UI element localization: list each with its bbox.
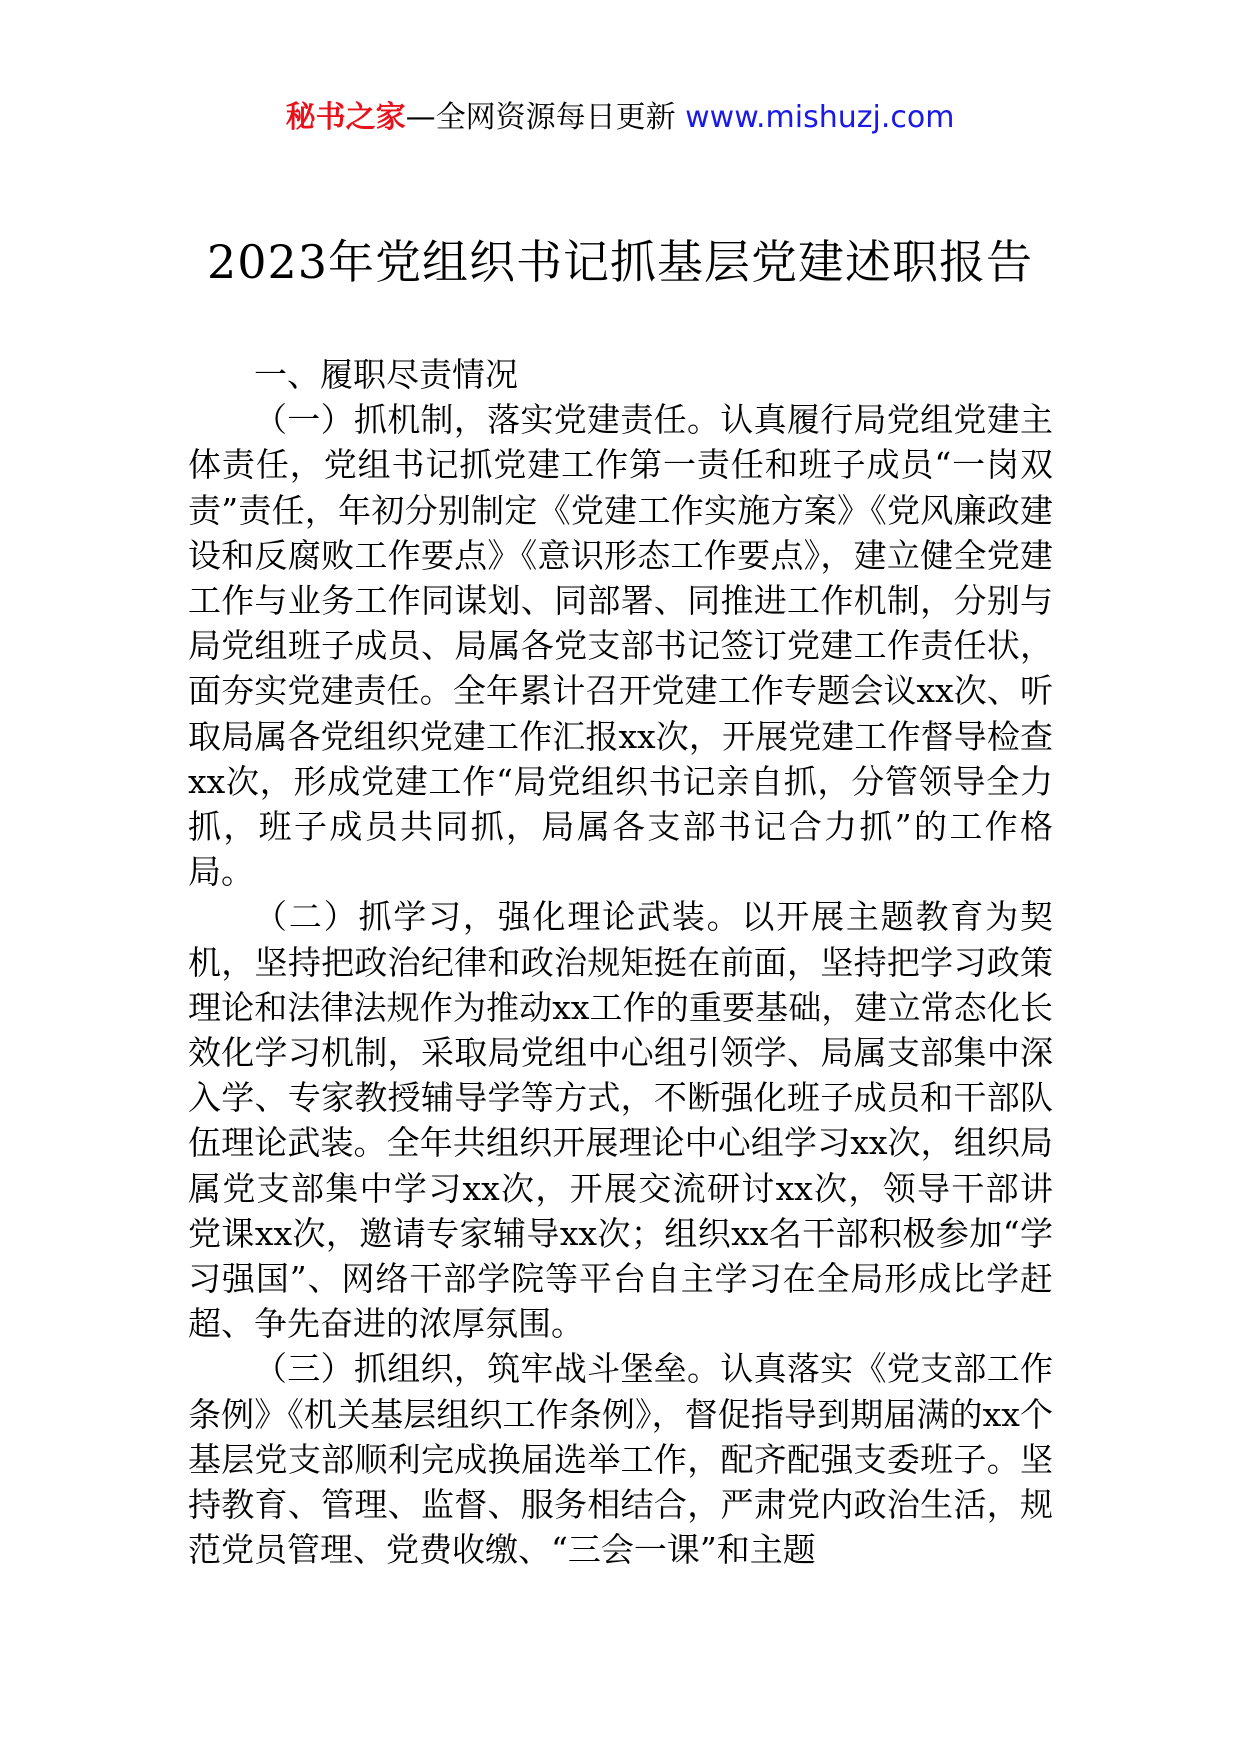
site-url-link[interactable]: www.mishuzj.com [685, 100, 955, 135]
paragraph-mechanism: （一）抓机制，落实党建责任。认真履行局党组党建主体责任，党组书记抓党建工作第一责任和班子成员“一岗双责”责任，年初分别制定《党建工作实施方案》《党风廉政建设和反腐败工作要点》《意识形态工作要点》，建立健全党建工作与业务工作同谋划、同部署、同推进工作机制，分别与局党组班子成员、局属各党支部书记签订党建工作责任状，面夯实党建责任。全年累计召开党建工作专题会议xx次、听取局属各党组织党建工作汇报xx次，开展党建工作督导检查xx次，形成党建工作“局党组织书记亲自抓，分管领导全力抓，班子成员共同抓，局属各支部书记合力抓”的工作格局。 [188, 400, 1053, 892]
brand-name: 秘书之家 [285, 100, 406, 135]
document-body [188, 352, 1053, 1572]
header-dash: — [405, 100, 436, 135]
paragraph-study: （二）抓学习，强化理论武装。以开展主题教育为契机，坚持把政治纪律和政治规矩挺在前面，坚持把学习政策理论和法律法规作为推动xx工作的重要基础，建立常态化长效化学习机制，采取局党组中心组引领学、局属支部集中深入学、专家教授辅导学等方式，不断强化班子成员和干部队伍理论武装。全年共组织开展理论中心组学习xx次，组织局属党支部集中学习xx次，开展交流研讨xx次，领导干部讲党课xx次，邀请专家辅导xx次；组织xx名干部积极参加“学习强国”、网络干部学院等平台自主学习在全局形成比学赶超、争先奋进的浓厚氛围。 [188, 897, 1053, 1344]
paragraph-organization: （三）抓组织，筑牢战斗堡垒。认真落实《党支部工作条例》《机关基层组织工作条例》，督促指导到期届满的xx个基层党支部顺利完成换届选举工作，配齐配强支委班子。坚持教育、管理、监督、服务相结合，严肃党内政治生活，规范党员管理、党费收缴、“三会一课”和主题 [188, 1349, 1053, 1570]
document-title: 2023年党组织书记抓基层党建述职报告 [206, 235, 1034, 289]
section-heading: 一、履职尽责情况 [254, 355, 518, 394]
header-slogan: 全网资源每日更新 [435, 100, 676, 135]
site-header [0, 98, 1240, 138]
